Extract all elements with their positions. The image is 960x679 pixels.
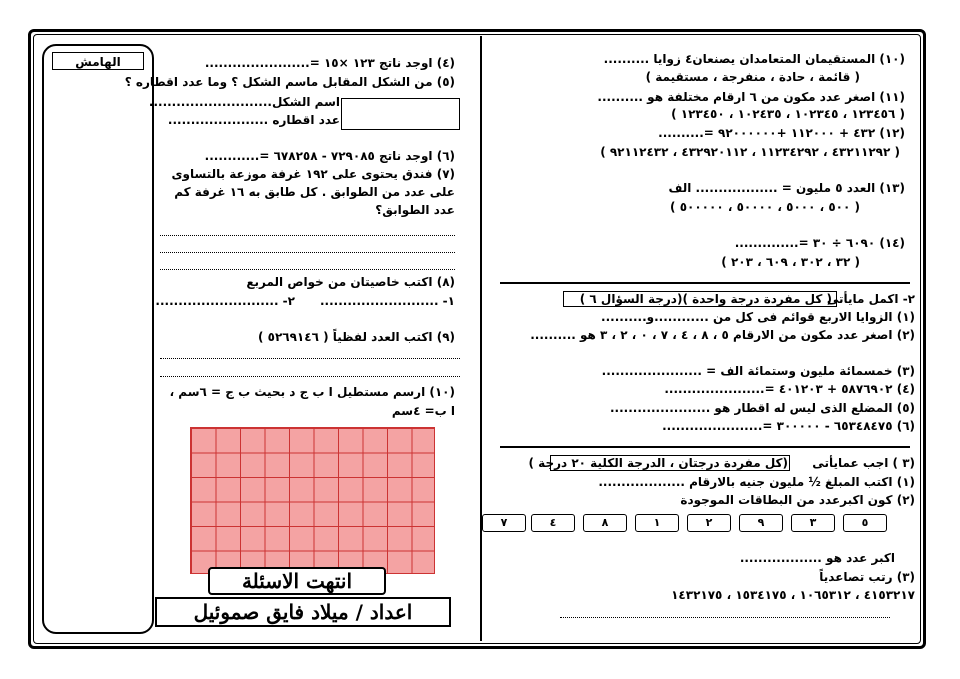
q8-a: ١- ..........................: [319, 294, 455, 308]
q10-right: (١٠) المستقيمان المتعامدان يصنعان٤ زوايا ..........: [603, 52, 905, 66]
q6: (٦) اوجد ناتج ٧٢٩٠٨٥ - ٦٧٨٢٥٨ =............: [204, 149, 455, 163]
author-credit: اعداد / ميلاد فايق صموئيل: [155, 597, 451, 627]
q5-diagonals: عدد اقطاره ......................: [167, 113, 340, 127]
q9: (٩) اكتب العدد لفظياً ( ٥٢٦٩١٤٦ ): [257, 330, 455, 344]
q10-line1: (١٠) ارسم مستطيل ا ب ج د بحيث ب ج = ٦سم ،: [169, 385, 455, 399]
s2-item6: (٦) ٦٥٣٤٨٤٧٥ - ٣٠٠٠٠٠ =......................: [662, 419, 915, 433]
number-card: ١: [635, 514, 679, 532]
q10-line2: ا ب= ٤سم: [391, 404, 455, 418]
section-divider: [500, 282, 910, 284]
section2-title: ٢- اكمل مايأتى: [826, 292, 915, 306]
q13-options: ( ٥٠٠ ، ٥٠٠٠ ، ٥٠٠٠٠ ، ٥٠٠٠٠٠ ): [670, 200, 860, 214]
number-card: ٤: [531, 514, 575, 532]
margin-label: الهامش: [52, 52, 144, 70]
number-card: ٧: [482, 514, 526, 532]
q7-line2: على عدد من الطوابق . كل طابق به ١٦ غرفة كم: [174, 185, 455, 199]
s2-item2: (٢) اصغر عدد مكون من الارقام ٥ ، ٨ ، ٤ ، ٧ ، ٠ ، ٢ ، ٣ هو ..........: [530, 328, 915, 342]
drawing-grid: [190, 427, 435, 574]
s3-item1: (١) اكتب المبلغ ½ مليون جنيه بالارقام ...................: [598, 475, 915, 489]
q10-options: ( قائمة ، حادة ، منفرجة ، مستقيمة ): [645, 70, 860, 84]
answer-line: [160, 252, 455, 253]
answer-line: [160, 269, 455, 270]
number-card: ٥: [843, 514, 887, 532]
section3-title: (٣ ) اجب عمايأتى: [812, 456, 915, 470]
answer-line: [160, 235, 455, 236]
q14: (١٤) ٦٠٩٠ ÷ ٣٠ =..............: [734, 236, 905, 250]
answer-line: [160, 358, 460, 359]
q4: (٤) اوجد ناتج ١٢٣ ×١٥ =.......................: [204, 56, 455, 70]
column-divider: [480, 36, 482, 641]
q8-b: ٢- ...........................: [155, 294, 295, 308]
q8: (٨) اكتب خاصيتان من خواص المربع: [246, 275, 455, 289]
q7-line1: (٧) فندق يحتوى على ١٩٢ غرفة موزعة بالتساوى: [171, 167, 455, 181]
q11-options: ( ١٢٣٤٥٦ ، ١٠٢٣٤٥ ، ١٠٢٤٣٥ ، ١٢٣٤٥٠ ): [671, 107, 905, 121]
s3-item3-numbers: ٤١٥٣٢١٧ ، ١٠٦٥٣١٢ ، ١٥٣٤١٧٥ ، ١٤٣٢١٧٥: [671, 588, 915, 602]
s2-item1: (١) الزوايا الاربع قوائم فى كل من ............و..........: [601, 310, 915, 324]
number-card: ٨: [583, 514, 627, 532]
number-card: ٣: [791, 514, 835, 532]
q7-line3: عدد الطوابق؟: [375, 203, 455, 217]
number-card: ٩: [739, 514, 783, 532]
s2-item5: (٥) المضلع الذى ليس له اقطار هو ......................: [609, 401, 915, 415]
q5: (٥) من الشكل المقابل ماسم الشكل ؟ وما عدد اقطاره ؟: [124, 75, 455, 89]
section3-note: (كل مفردة درجتان ، الدرجة الكلية ٢٠ درجة ): [528, 456, 788, 470]
q5-shape-name: اسم الشكل...........................: [148, 95, 340, 109]
answer-line: [560, 617, 890, 618]
s3-item2: (٢) كون اكبرعدد من البطاقات الموجودة: [680, 493, 915, 507]
section2-note: ( كل مفردة درجة واحدة )(درجة السؤال ٦ ): [579, 292, 832, 306]
shape-rectangle: [341, 98, 460, 130]
s2-item4: (٤) ٥٨٧٦٩٠٢ + ٤٠١٢٠٣ =......................: [664, 382, 915, 396]
q12-options: ( ٤٣٢١١٢٩٢ ، ١١٢٣٤٢٩٢ ، ٤٣٢٩٢٠١١٢ ، ٩٢١١٢٤٣٢ ): [600, 145, 900, 159]
largest-number: اكبر عدد هو ..................: [739, 551, 895, 565]
margin-column: [42, 44, 154, 634]
s2-item3: (٣) خمسمائة مليون وستمائة الف = ......................: [601, 364, 915, 378]
number-card: ٢: [687, 514, 731, 532]
s3-item3: (٣) رتب تصاعدياً: [819, 570, 915, 584]
q12: (١٢) ٤٣٢ + ١١٢٠٠٠ +٩٢٠٠٠٠٠٠ =..........: [658, 126, 905, 140]
q14-options: ( ٣٢ ، ٣٠٢ ، ٦٠٩ ، ٢٠٣ ): [721, 255, 860, 269]
end-of-questions: انتهت الاسئلة: [208, 567, 386, 595]
answer-line: [160, 376, 460, 377]
q13: (١٣) العدد ٥ مليون = .................. الف: [668, 181, 905, 195]
section-divider: [500, 446, 910, 448]
q11: (١١) اصغر عدد مكون من ٦ ارقام مختلفة هو ..........: [597, 90, 905, 104]
